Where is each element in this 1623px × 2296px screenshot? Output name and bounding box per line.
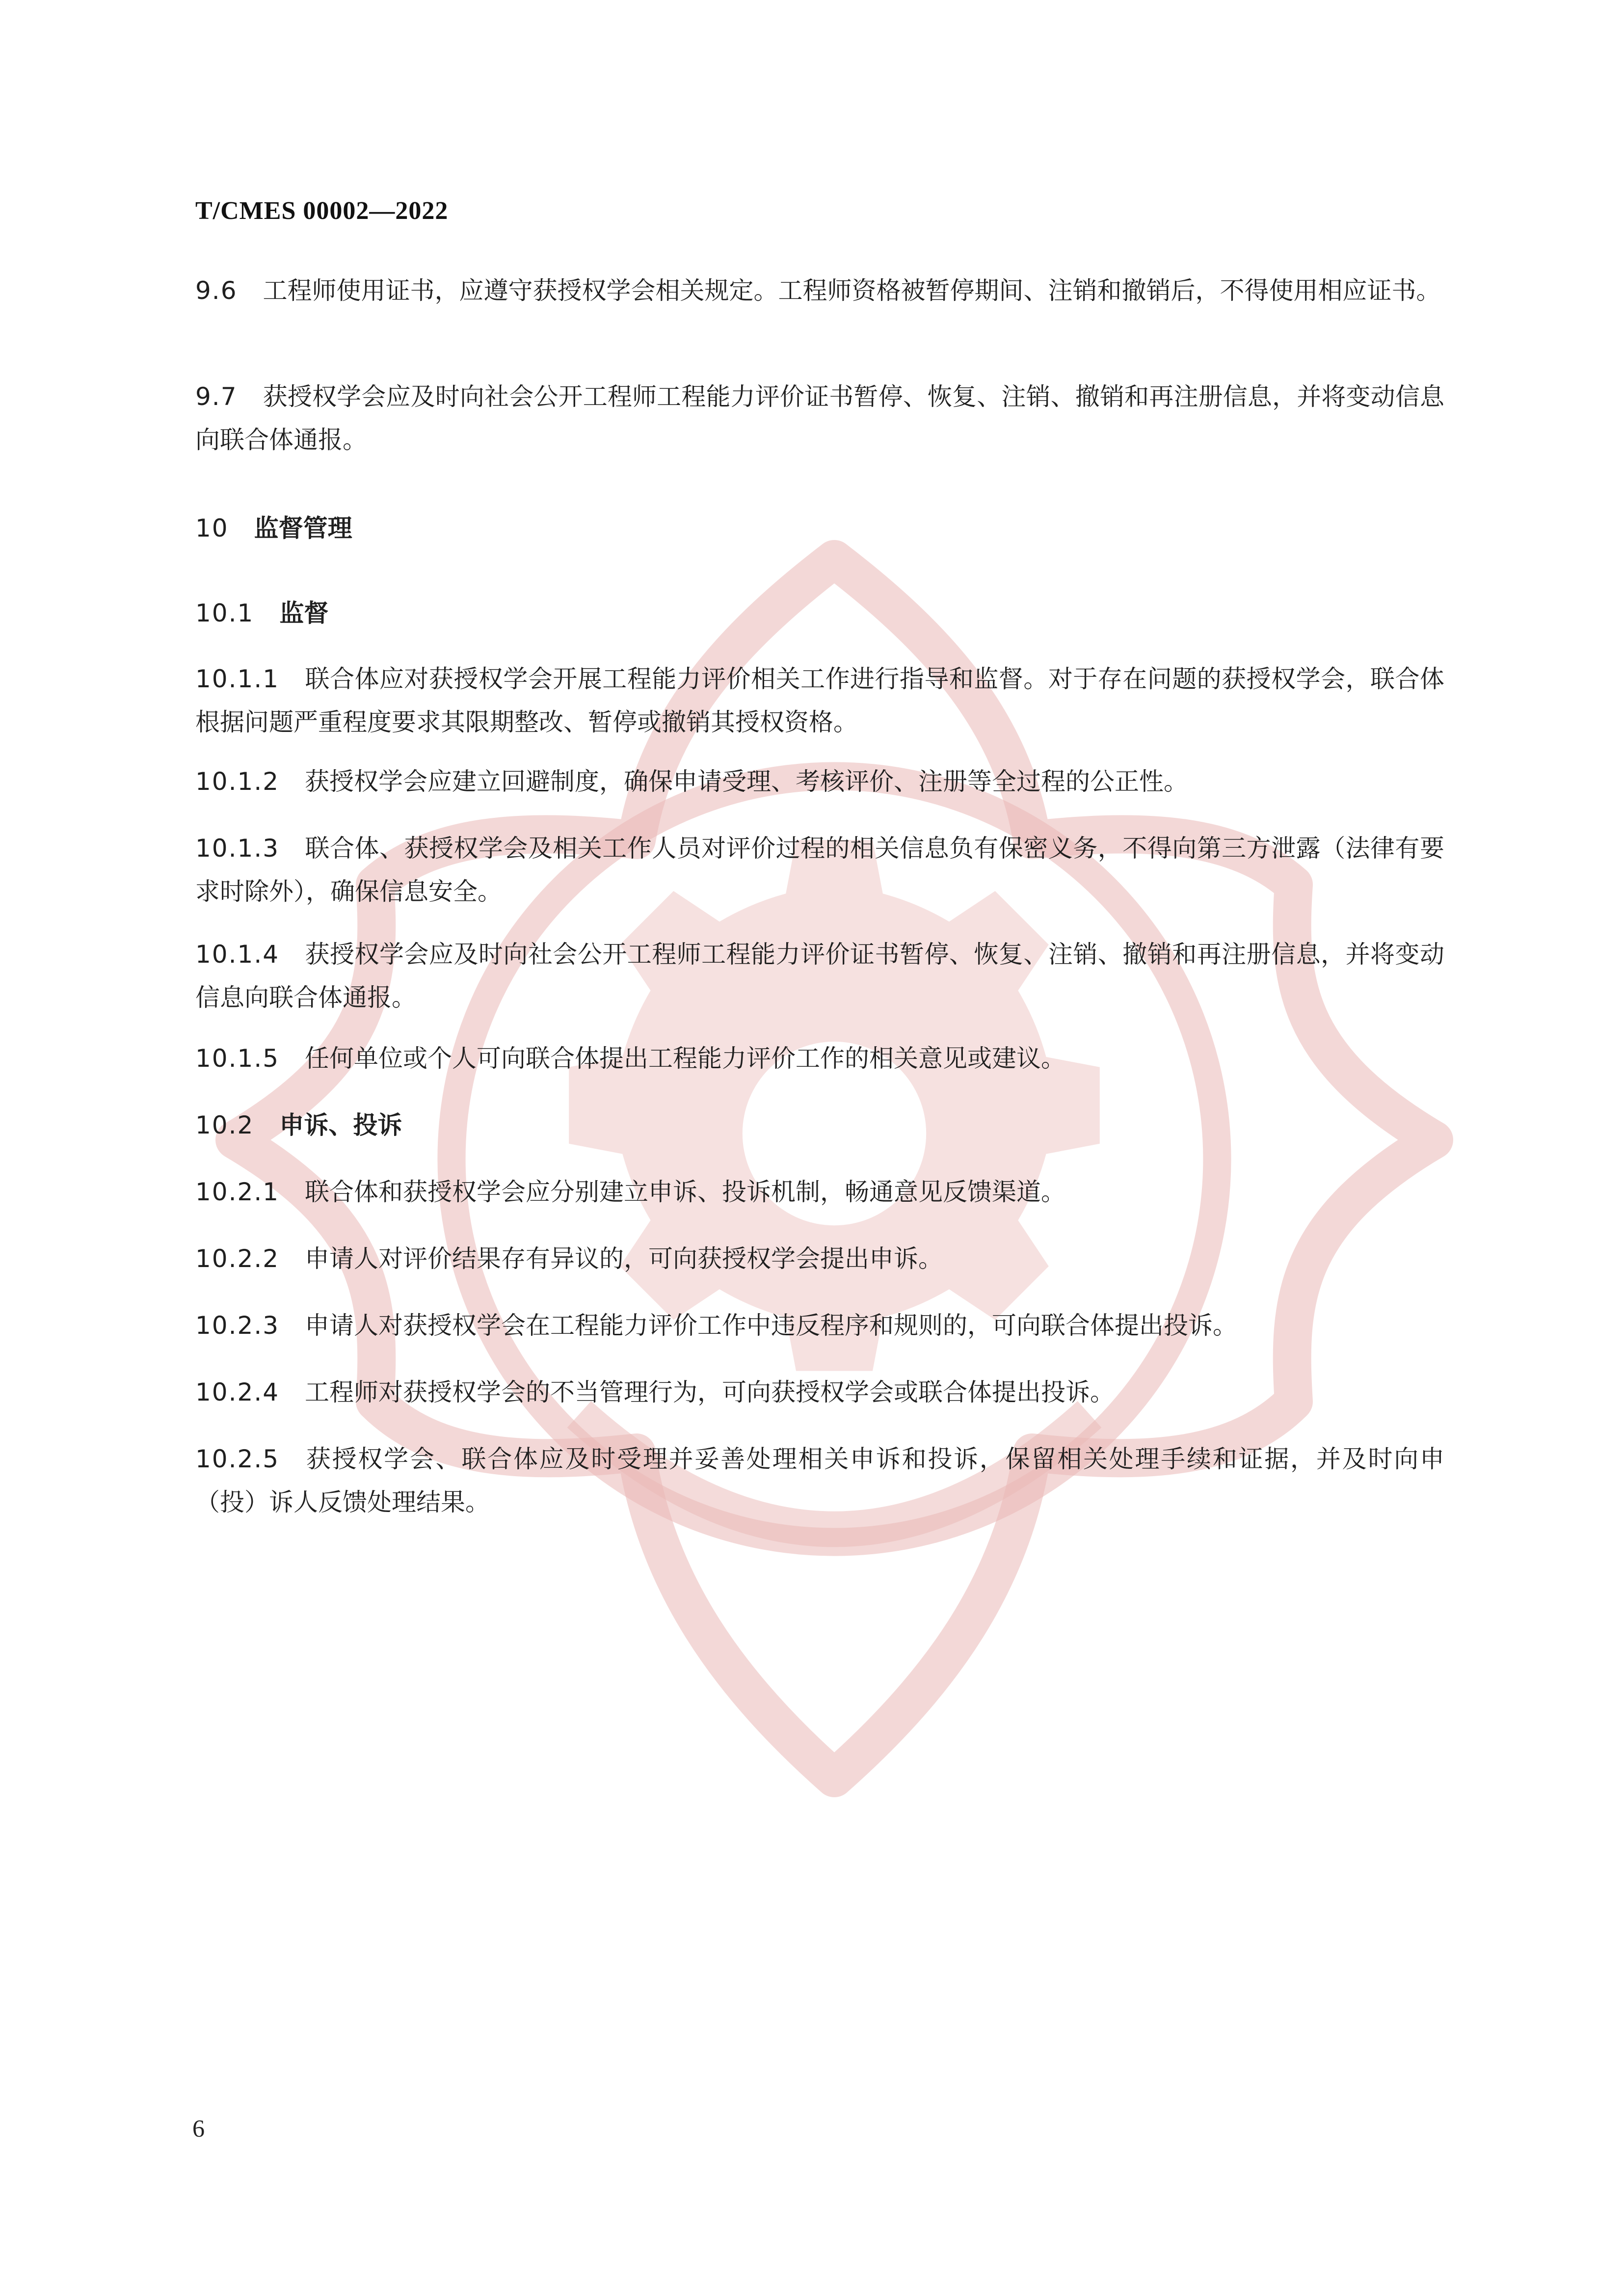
clause-number: 10.2.2 <box>195 1244 280 1273</box>
clause-number: 10.2.3 <box>195 1311 280 1340</box>
section-number: 10.1 <box>195 599 254 627</box>
clause-10-1-5 <box>195 1037 1444 1080</box>
section-heading-10 <box>195 507 1444 550</box>
clause-10-1-4 <box>195 933 1444 1019</box>
clause-10-2-1 <box>195 1170 1444 1214</box>
clause-text: 获授权学会应建立回避制度，确保申请受理、考核评价、注册等全过程的公正性。 <box>305 767 1189 796</box>
clause-10-2-4 <box>195 1371 1444 1414</box>
section-title: 申诉、投诉 <box>279 1111 402 1139</box>
section-title: 监督 <box>279 599 329 627</box>
clause-text: 联合体应对获授权学会开展工程能力评价相关工作进行指导和监督。对于存在问题的获授权学会，联合体根据问题严重程度要求其限期整改、暂停或撤销其授权资格。 <box>195 665 1444 736</box>
clause-10-2-2 <box>195 1237 1444 1280</box>
clause-number: 9.6 <box>195 276 238 305</box>
clause-text: 获授权学会应及时向社会公开工程师工程能力评价证书暂停、恢复、注销、撤销和再注册信息，并将变动信息向联合体通报。 <box>195 940 1444 1012</box>
section-title: 监督管理 <box>254 514 352 542</box>
clause-text: 工程师使用证书，应遵守获授权学会相关规定。工程师资格被暂停期间、注销和撤销后，不得使用相应证书。 <box>263 276 1441 305</box>
document-code: T/CMES 00002—2022 <box>195 197 449 225</box>
clause-10-2-3 <box>195 1304 1444 1347</box>
clause-number: 10.2.1 <box>195 1178 280 1206</box>
clause-10-2-5 <box>195 1437 1444 1524</box>
clause-10-1-1 <box>195 657 1444 744</box>
clause-text: 申请人对获授权学会在工程能力评价工作中违反程序和规则的，可向联合体提出投诉。 <box>305 1311 1238 1340</box>
clause-number: 10.2.4 <box>195 1378 280 1406</box>
section-number: 10.2 <box>195 1111 254 1139</box>
clause-text: 获授权学会、联合体应及时受理并妥善处理相关申诉和投诉，保留相关处理手续和证据，并及时向申（投）诉人反馈处理结果。 <box>195 1445 1444 1516</box>
clause-text: 申请人对评价结果存有异议的，可向获授权学会提出申诉。 <box>305 1244 943 1273</box>
clause-number: 10.2.5 <box>195 1445 280 1473</box>
page-number: 6 <box>192 2114 205 2142</box>
section-heading-10-2 <box>195 1104 1444 1147</box>
clause-number: 10.1.2 <box>195 767 280 796</box>
clause-text: 工程师对获授权学会的不当管理行为，可向获授权学会或联合体提出投诉。 <box>305 1378 1115 1406</box>
clause-text: 联合体、获授权学会及相关工作人员对评价过程的相关信息负有保密义务，不得向第三方泄露（法律有要求时除外），确保信息安全。 <box>195 834 1444 906</box>
clause-9-6 <box>195 269 1444 312</box>
section-number: 10 <box>195 514 229 542</box>
clause-text: 获授权学会应及时向社会公开工程师工程能力评价证书暂停、恢复、注销、撤销和再注册信息，并将变动信息向联合体通报。 <box>195 382 1444 454</box>
clause-number: 10.1.4 <box>195 940 280 969</box>
clause-10-1-2 <box>195 760 1444 803</box>
clause-number: 9.7 <box>195 382 238 411</box>
clause-10-1-3 <box>195 827 1444 913</box>
clause-number: 10.1.3 <box>195 834 280 863</box>
clause-9-7 <box>195 375 1444 461</box>
clause-text: 联合体和获授权学会应分别建立申诉、投诉机制，畅通意见反馈渠道。 <box>305 1178 1066 1206</box>
section-heading-10-1 <box>195 592 1444 635</box>
clause-number: 10.1.5 <box>195 1044 280 1073</box>
clause-text: 任何单位或个人可向联合体提出工程能力评价工作的相关意见或建议。 <box>305 1044 1066 1073</box>
clause-number: 10.1.1 <box>195 665 280 693</box>
